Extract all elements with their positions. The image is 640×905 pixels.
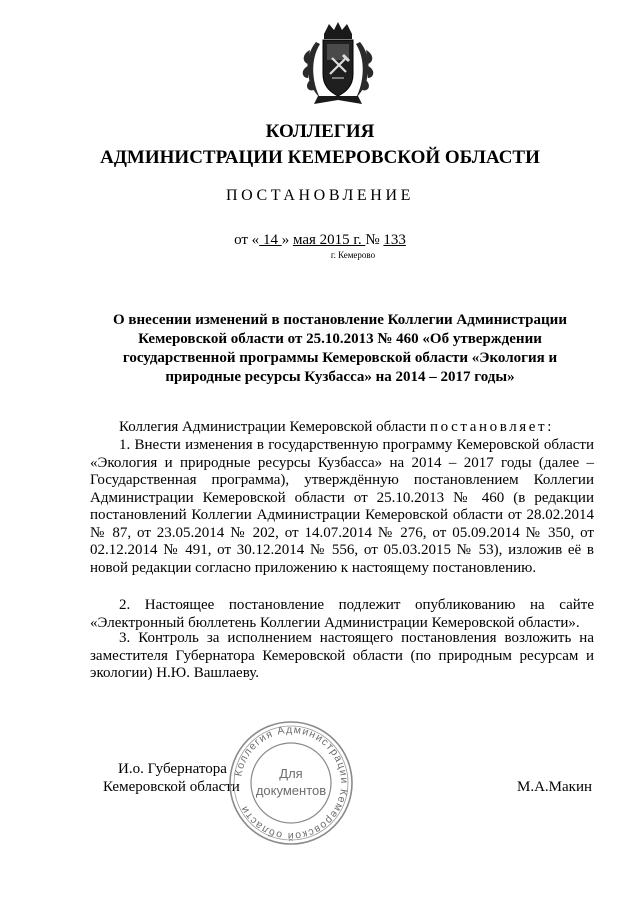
paragraph-3: 3. Контроль за исполнением настоящего постановления возложить на заместителя Губернатора Кемеровской области (по природным ресурсам и экологии) Н.Ю. Вашлаеву. — [90, 630, 594, 681]
organization-name-line1: КОЛЛЕГИЯ — [265, 121, 375, 142]
document-type: ПОСТАНОВЛЕНИЕ — [226, 187, 414, 204]
paragraph-2: 2. Настоящее постановление подлежит опубликованию на сайте «Электронный бюллетень Коллегии Администрации Кемеровской области». — [90, 597, 594, 631]
signer-name: М.А.Макин — [517, 779, 593, 795]
seal-center-line2: документов — [255, 783, 327, 798]
date-mid: » — [281, 232, 293, 248]
paragraph-1: 1. Внести изменения в государственную программу Кемеровской области «Экология и природные ресурсы Кузбасса» на 2014 – 2017 годы (далее – Государственная программа), утверждённую постановлением Коллегии Администрации Кемеровской области от 25.10.2013 № 460 (в редакции постановлений Коллегии Администрации Кемеровской области от 28.02.2014 № 87, от 23.05.2014 № 202, от 14.07.2014 № 276, от 05.09.2014 № 350, от 02.12.2014 № 491, от 30.12.2014 № 556, от 05.03.2015 № 53), изложив её в новой редакции согласно приложению к настоящему постановлению. — [90, 437, 594, 576]
date-prefix: от « — [234, 232, 260, 248]
seal-center-line1: Для — [279, 766, 303, 781]
date-day: 14 — [259, 232, 282, 248]
coat-of-arms-emblem — [296, 20, 380, 108]
official-seal-stamp — [226, 718, 356, 848]
organization-name-line2: АДМИНИСТРАЦИИ КЕМЕРОВСКОЙ ОБЛАСТИ — [100, 147, 540, 168]
signer-position-line1: И.о. Губернатора — [118, 761, 227, 777]
preamble-verb: постановляет: — [430, 419, 554, 435]
seal-ring-text: Коллегия Администрации Кемеровской области — [232, 723, 351, 843]
document-title: О внесении изменений в постановление Коллегии Администрации Кемеровской области от 25.10.2013 № 460 «Об утверждении государственной программы Кемеровской области «Экология и природные ресурсы Кузбасса» на 2014 – 2017 годы» — [113, 312, 567, 385]
signer-position-line2: Кемеровской области — [103, 779, 240, 795]
preamble-text: Коллегия Администрации Кемеровской области — [119, 419, 431, 435]
number-sign: № — [365, 232, 384, 248]
date-month-year: мая 2015 г. — [292, 232, 366, 248]
city-label: г. Кемерово — [330, 250, 376, 260]
document-date-number — [0, 232, 640, 249]
preamble — [119, 419, 554, 436]
document-number: 133 — [383, 232, 406, 248]
